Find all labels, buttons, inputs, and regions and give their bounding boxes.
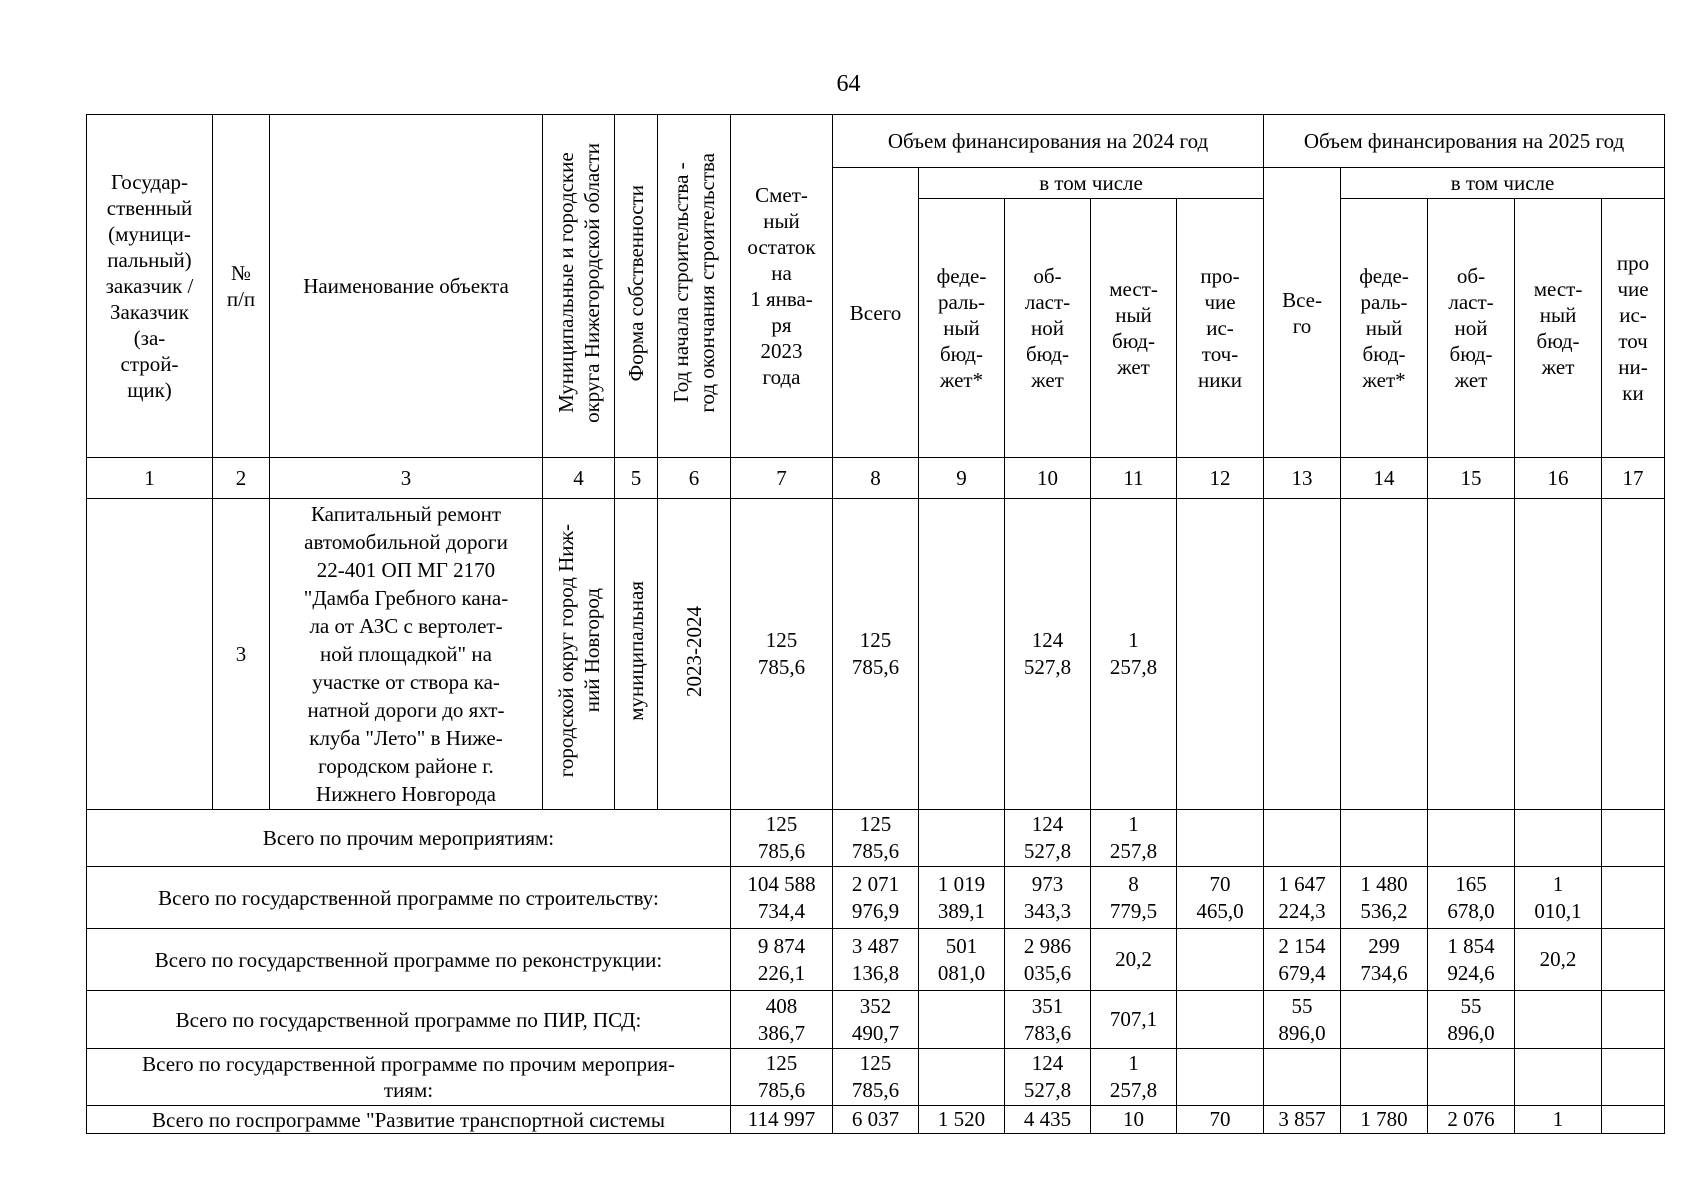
table-row — [87, 499, 1665, 810]
header-fin-2025: Объем финансирования на 2025 год — [1264, 115, 1665, 168]
summary-c9 — [919, 810, 1005, 867]
summary-c10: 124 527,8 — [1005, 810, 1091, 867]
object-years — [658, 499, 731, 810]
summary-c10: 973 343,3 — [1005, 867, 1091, 929]
header-local-2025: мест- ный бюд- жет — [1515, 199, 1602, 458]
object-c10: 124 527,8 — [1005, 499, 1091, 810]
object-num: 3 — [213, 499, 270, 810]
summary-c8: 125 785,6 — [833, 1049, 919, 1106]
summary-c12: 70 — [1177, 1106, 1264, 1134]
summary-c16: 1 010,1 — [1515, 867, 1602, 929]
header-num: № п/п — [213, 115, 270, 458]
object-c14 — [1341, 499, 1428, 810]
summary-c11: 707,1 — [1091, 991, 1177, 1049]
summary-c7: 104 588 734,4 — [731, 867, 833, 929]
summary-c11: 8 779,5 — [1091, 867, 1177, 929]
summary-c14: 1 480 536,2 — [1341, 867, 1428, 929]
summary-c7: 114 997 — [731, 1106, 833, 1134]
object-c15 — [1428, 499, 1515, 810]
header-federal-2024: феде- раль- ный бюд- жет* — [919, 199, 1005, 458]
summary-c12 — [1177, 991, 1264, 1049]
summary-c15 — [1428, 810, 1515, 867]
header-years-text: Год начала строительства - год окончания строительства — [669, 153, 719, 413]
summary-c11: 1 257,8 — [1091, 810, 1177, 867]
object-municipality — [543, 499, 615, 810]
summary-label: Всего по прочим мероприятиям: — [87, 810, 731, 867]
summary-c10: 124 527,8 — [1005, 1049, 1091, 1106]
page-number: 64 — [836, 71, 861, 97]
summary-c16: 20,2 — [1515, 929, 1602, 991]
summary-c7: 125 785,6 — [731, 810, 833, 867]
summary-c11: 10 — [1091, 1106, 1177, 1134]
summary-c11: 1 257,8 — [1091, 1049, 1177, 1106]
summary-c10: 351 783,6 — [1005, 991, 1091, 1049]
object-c8: 125 785,6 — [833, 499, 919, 810]
object-municipality-text: городской округ город Ниж- ний Новгород — [553, 524, 604, 778]
column-number: 4 — [543, 458, 615, 499]
header-including-2024: в том числе — [919, 168, 1264, 199]
summary-c13: 55 896,0 — [1264, 991, 1341, 1049]
column-number: 16 — [1515, 458, 1602, 499]
financing-table — [86, 114, 1665, 1134]
summary-c13: 1 647 224,3 — [1264, 867, 1341, 929]
summary-c10: 2 986 035,6 — [1005, 929, 1091, 991]
object-years-text: 2023-2024 — [682, 605, 706, 697]
summary-c13 — [1264, 810, 1341, 867]
header-municipality — [543, 115, 615, 458]
summary-c9 — [919, 991, 1005, 1049]
summary-c7: 408 386,7 — [731, 991, 833, 1049]
column-number: 9 — [919, 458, 1005, 499]
summary-c13: 2 154 679,4 — [1264, 929, 1341, 991]
summary-c14 — [1341, 1049, 1428, 1106]
summary-c17 — [1602, 867, 1665, 929]
column-number: 13 — [1264, 458, 1341, 499]
summary-c17 — [1602, 1106, 1665, 1134]
summary-c12 — [1177, 1049, 1264, 1106]
summary-c15: 1 854 924,6 — [1428, 929, 1515, 991]
summary-c15 — [1428, 1049, 1515, 1106]
summary-row — [87, 991, 1665, 1049]
object-c16 — [1515, 499, 1602, 810]
summary-label: Всего по государственной программе по строительству: — [87, 867, 731, 929]
summary-c14 — [1341, 991, 1428, 1049]
column-number: 14 — [1341, 458, 1428, 499]
column-number: 11 — [1091, 458, 1177, 499]
header-total-2025: Все- го — [1264, 168, 1341, 458]
column-number: 8 — [833, 458, 919, 499]
column-number: 12 — [1177, 458, 1264, 499]
header-fin-2024: Объем финансирования на 2024 год — [833, 115, 1264, 168]
summary-c17 — [1602, 991, 1665, 1049]
header-ownership-text: Форма собственности — [624, 184, 648, 382]
summary-c8: 352 490,7 — [833, 991, 919, 1049]
summary-c7: 125 785,6 — [731, 1049, 833, 1106]
summary-c14: 299 734,6 — [1341, 929, 1428, 991]
summary-c10: 4 435 — [1005, 1106, 1091, 1134]
header-other-2024: про- чие ис- точ- ники — [1177, 199, 1264, 458]
object-c12 — [1177, 499, 1264, 810]
summary-c13 — [1264, 1049, 1341, 1106]
object-c7: 125 785,6 — [731, 499, 833, 810]
summary-c17 — [1602, 1049, 1665, 1106]
summary-c7: 9 874 226,1 — [731, 929, 833, 991]
column-number: 6 — [658, 458, 731, 499]
summary-label: Всего по госпрограмме "Развитие транспортной системы — [87, 1106, 731, 1134]
summary-c12 — [1177, 810, 1264, 867]
header-object-name: Наименование объекта — [270, 115, 543, 458]
summary-c16 — [1515, 1049, 1602, 1106]
summary-row — [87, 867, 1665, 929]
header-estimate-balance: Смет- ный остаток на 1 янва- ря 2023 года — [731, 115, 833, 458]
summary-c16 — [1515, 810, 1602, 867]
summary-label: Всего по государственной программе по ПИР, ПСД: — [87, 991, 731, 1049]
object-c13 — [1264, 499, 1341, 810]
summary-c14: 1 780 — [1341, 1106, 1428, 1134]
column-number: 1 — [87, 458, 213, 499]
summary-c12 — [1177, 929, 1264, 991]
summary-c8: 3 487 136,8 — [833, 929, 919, 991]
object-c11: 1 257,8 — [1091, 499, 1177, 810]
summary-c8: 6 037 — [833, 1106, 919, 1134]
object-c9 — [919, 499, 1005, 810]
column-number: 17 — [1602, 458, 1665, 499]
object-name: Капитальный ремонт автомобильной дороги 22-401 ОП МГ 2170 "Дамба Гребного кана- ла от АЗС с вертолет- ной площадкой" на участке от створа ка- натной дороги до яхт- клуба "Лето" в Ниже- городском районе г. Нижнего Новгорода — [270, 499, 543, 810]
header-local-2024: мест- ный бюд- жет — [1091, 199, 1177, 458]
column-number: 3 — [270, 458, 543, 499]
summary-c9: 501 081,0 — [919, 929, 1005, 991]
object-ownership — [615, 499, 658, 810]
object-customer — [87, 499, 213, 810]
summary-c16: 1 — [1515, 1106, 1602, 1134]
summary-c9 — [919, 1049, 1005, 1106]
summary-c16 — [1515, 991, 1602, 1049]
summary-row — [87, 1049, 1665, 1106]
header-federal-2025: феде- раль- ный бюд- жет* — [1341, 199, 1428, 458]
summary-c15: 2 076 — [1428, 1106, 1515, 1134]
column-number: 7 — [731, 458, 833, 499]
summary-label: Всего по государственной программе по реконструкции: — [87, 929, 731, 991]
summary-c11: 20,2 — [1091, 929, 1177, 991]
header-municipality-text: Муниципальные и городские округа Нижегородской области — [553, 143, 604, 423]
summary-label: Всего по государственной программе по прочим мероприя- тиям: — [87, 1049, 731, 1106]
summary-row — [87, 810, 1665, 867]
header-other-2025: про чие ис- точ ни- ки — [1602, 199, 1665, 458]
header-years — [658, 115, 731, 458]
header-customer: Государ- ственный (муници- пальный) заказчик / Заказчик (за- строй- щик) — [87, 115, 213, 458]
column-number: 5 — [615, 458, 658, 499]
summary-row — [87, 1106, 1665, 1134]
summary-row — [87, 929, 1665, 991]
summary-c12: 70 465,0 — [1177, 867, 1264, 929]
summary-c15: 165 678,0 — [1428, 867, 1515, 929]
summary-c9: 1 019 389,1 — [919, 867, 1005, 929]
summary-c9: 1 520 — [919, 1106, 1005, 1134]
summary-c15: 55 896,0 — [1428, 991, 1515, 1049]
column-number: 15 — [1428, 458, 1515, 499]
summary-c8: 125 785,6 — [833, 810, 919, 867]
header-total-2024: Всего — [833, 168, 919, 458]
summary-c8: 2 071 976,9 — [833, 867, 919, 929]
header-regional-2024: об- ласт- ной бюд- жет — [1005, 199, 1091, 458]
summary-c14 — [1341, 810, 1428, 867]
column-number: 2 — [213, 458, 270, 499]
header-including-2025: в том числе — [1341, 168, 1665, 199]
header-ownership — [615, 115, 658, 458]
object-c17 — [1602, 499, 1665, 810]
object-ownership-text: муниципальная — [624, 581, 648, 721]
header-regional-2025: об- ласт- ной бюд- жет — [1428, 199, 1515, 458]
column-number: 10 — [1005, 458, 1091, 499]
summary-c13: 3 857 — [1264, 1106, 1341, 1134]
summary-c17 — [1602, 929, 1665, 991]
summary-c17 — [1602, 810, 1665, 867]
